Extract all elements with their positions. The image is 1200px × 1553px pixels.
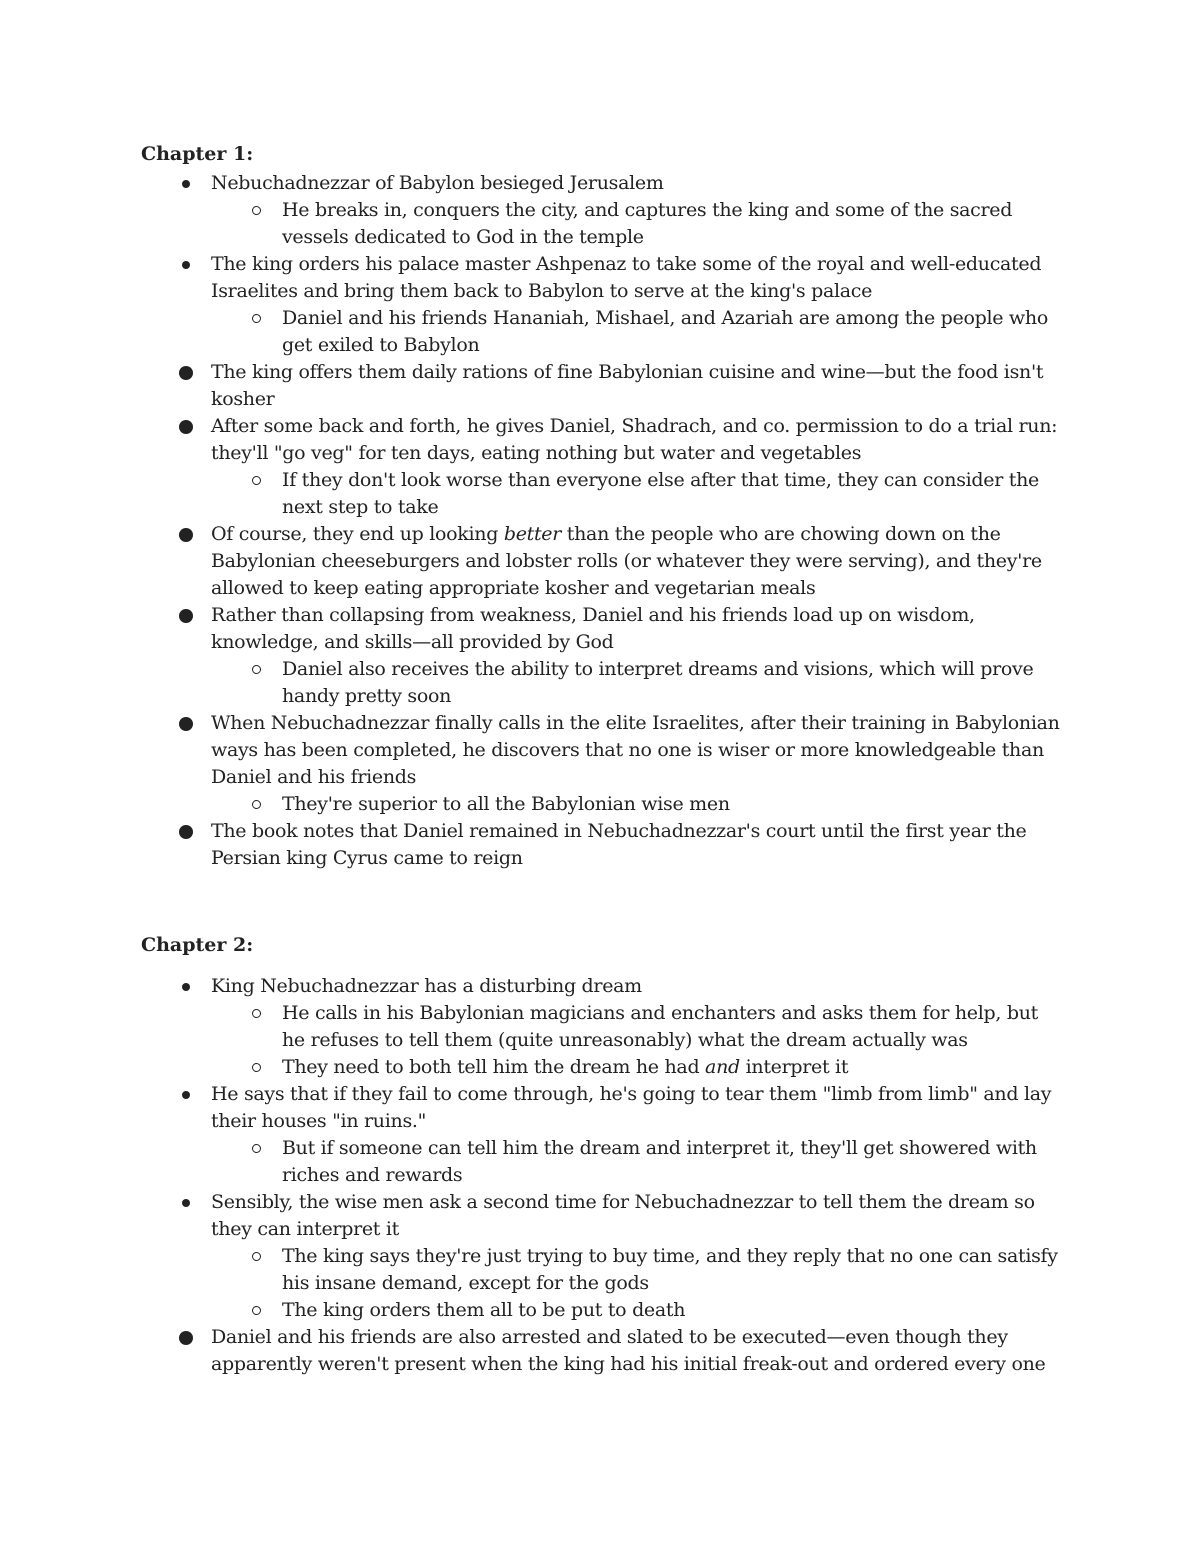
sub-list-item: They're superior to all the Babylonian wise men — [141, 791, 1061, 818]
bullet-icon — [179, 609, 193, 623]
list-item: Daniel and his friends are also arrested and slated to be executed—even though they apparently weren't present when the king had his initial freak-out and ordered every one — [141, 1324, 1061, 1378]
list-item: Nebuchadnezzar of Babylon besieged Jerusalem — [141, 170, 1061, 197]
list-item: Of course, they end up looking better than the people who are chowing down on the Babylonian cheeseburgers and lobster rolls (or whatever they were serving), and they're allowed to keep eating appropriate kosher and vegetarian meals — [141, 521, 1061, 602]
bullet-icon — [179, 528, 193, 542]
bullet-icon — [179, 420, 193, 434]
hollow-bullet-icon — [252, 800, 261, 809]
bullet-icon — [182, 1199, 190, 1207]
hollow-bullet-icon — [252, 1009, 261, 1018]
list-item: King Nebuchadnezzar has a disturbing dream — [141, 973, 1061, 1000]
sub-list-item: The king orders them all to be put to death — [141, 1297, 1061, 1324]
sub-list-item: He calls in his Babylonian magicians and enchanters and asks them for help, but he refuses to tell them (quite unreasonably) what the dream actually was — [141, 1000, 1061, 1054]
bullet-icon — [182, 261, 190, 269]
bullet-icon — [179, 825, 193, 839]
list-item: Rather than collapsing from weakness, Daniel and his friends load up on wisdom, knowledge, and skills—all provided by God — [141, 602, 1061, 656]
hollow-bullet-icon — [252, 314, 261, 323]
bullet-icon — [182, 983, 190, 991]
document-page — [141, 141, 1061, 1378]
list-item: Sensibly, the wise men ask a second time for Nebuchadnezzar to tell them the dream so they can interpret it — [141, 1189, 1061, 1243]
bullet-icon — [179, 717, 193, 731]
sub-list-item: He breaks in, conquers the city, and captures the king and some of the sacred vessels dedicated to God in the temple — [141, 197, 1061, 251]
bullet-icon — [179, 1331, 193, 1345]
chapter-1-list — [141, 170, 1061, 872]
chapter-2-list — [141, 973, 1061, 1378]
chapter-2-heading: Chapter 2: — [141, 934, 254, 956]
bullet-icon — [182, 180, 190, 188]
list-item: The king orders his palace master Ashpenaz to take some of the royal and well-educated Israelites and bring them back to Babylon to serve at the king's palace — [141, 251, 1061, 305]
list-item: When Nebuchadnezzar finally calls in the elite Israelites, after their training in Babylonian ways has been completed, he discovers that no one is wiser or more knowledgeable than Daniel and his friends — [141, 710, 1061, 791]
list-item: He says that if they fail to come through, he's going to tear them "limb from limb" and lay their houses "in ruins." — [141, 1081, 1061, 1135]
hollow-bullet-icon — [252, 665, 261, 674]
sub-list-item: They need to both tell him the dream he had and interpret it — [141, 1054, 1061, 1081]
sub-list-item: Daniel and his friends Hananiah, Mishael, and Azariah are among the people who get exiled to Babylon — [141, 305, 1061, 359]
hollow-bullet-icon — [252, 476, 261, 485]
chapter-1-heading: Chapter 1: — [141, 143, 254, 165]
list-item: The book notes that Daniel remained in Nebuchadnezzar's court until the first year the Persian king Cyrus came to reign — [141, 818, 1061, 872]
hollow-bullet-icon — [252, 1252, 261, 1261]
sub-list-item: If they don't look worse than everyone else after that time, they can consider the next step to take — [141, 467, 1061, 521]
sub-list-item: The king says they're just trying to buy time, and they reply that no one can satisfy his insane demand, except for the gods — [141, 1243, 1061, 1297]
list-item: After some back and forth, he gives Daniel, Shadrach, and co. permission to do a trial run: they'll "go veg" for ten days, eating nothing but water and vegetables — [141, 413, 1061, 467]
sub-list-item: Daniel also receives the ability to interpret dreams and visions, which will prove handy pretty soon — [141, 656, 1061, 710]
hollow-bullet-icon — [252, 206, 261, 215]
hollow-bullet-icon — [252, 1306, 261, 1315]
bullet-icon — [179, 366, 193, 380]
list-item: The king offers them daily rations of fine Babylonian cuisine and wine—but the food isn't kosher — [141, 359, 1061, 413]
hollow-bullet-icon — [252, 1063, 261, 1072]
sub-list-item: But if someone can tell him the dream and interpret it, they'll get showered with riches and rewards — [141, 1135, 1061, 1189]
bullet-icon — [182, 1091, 190, 1099]
hollow-bullet-icon — [252, 1144, 261, 1153]
